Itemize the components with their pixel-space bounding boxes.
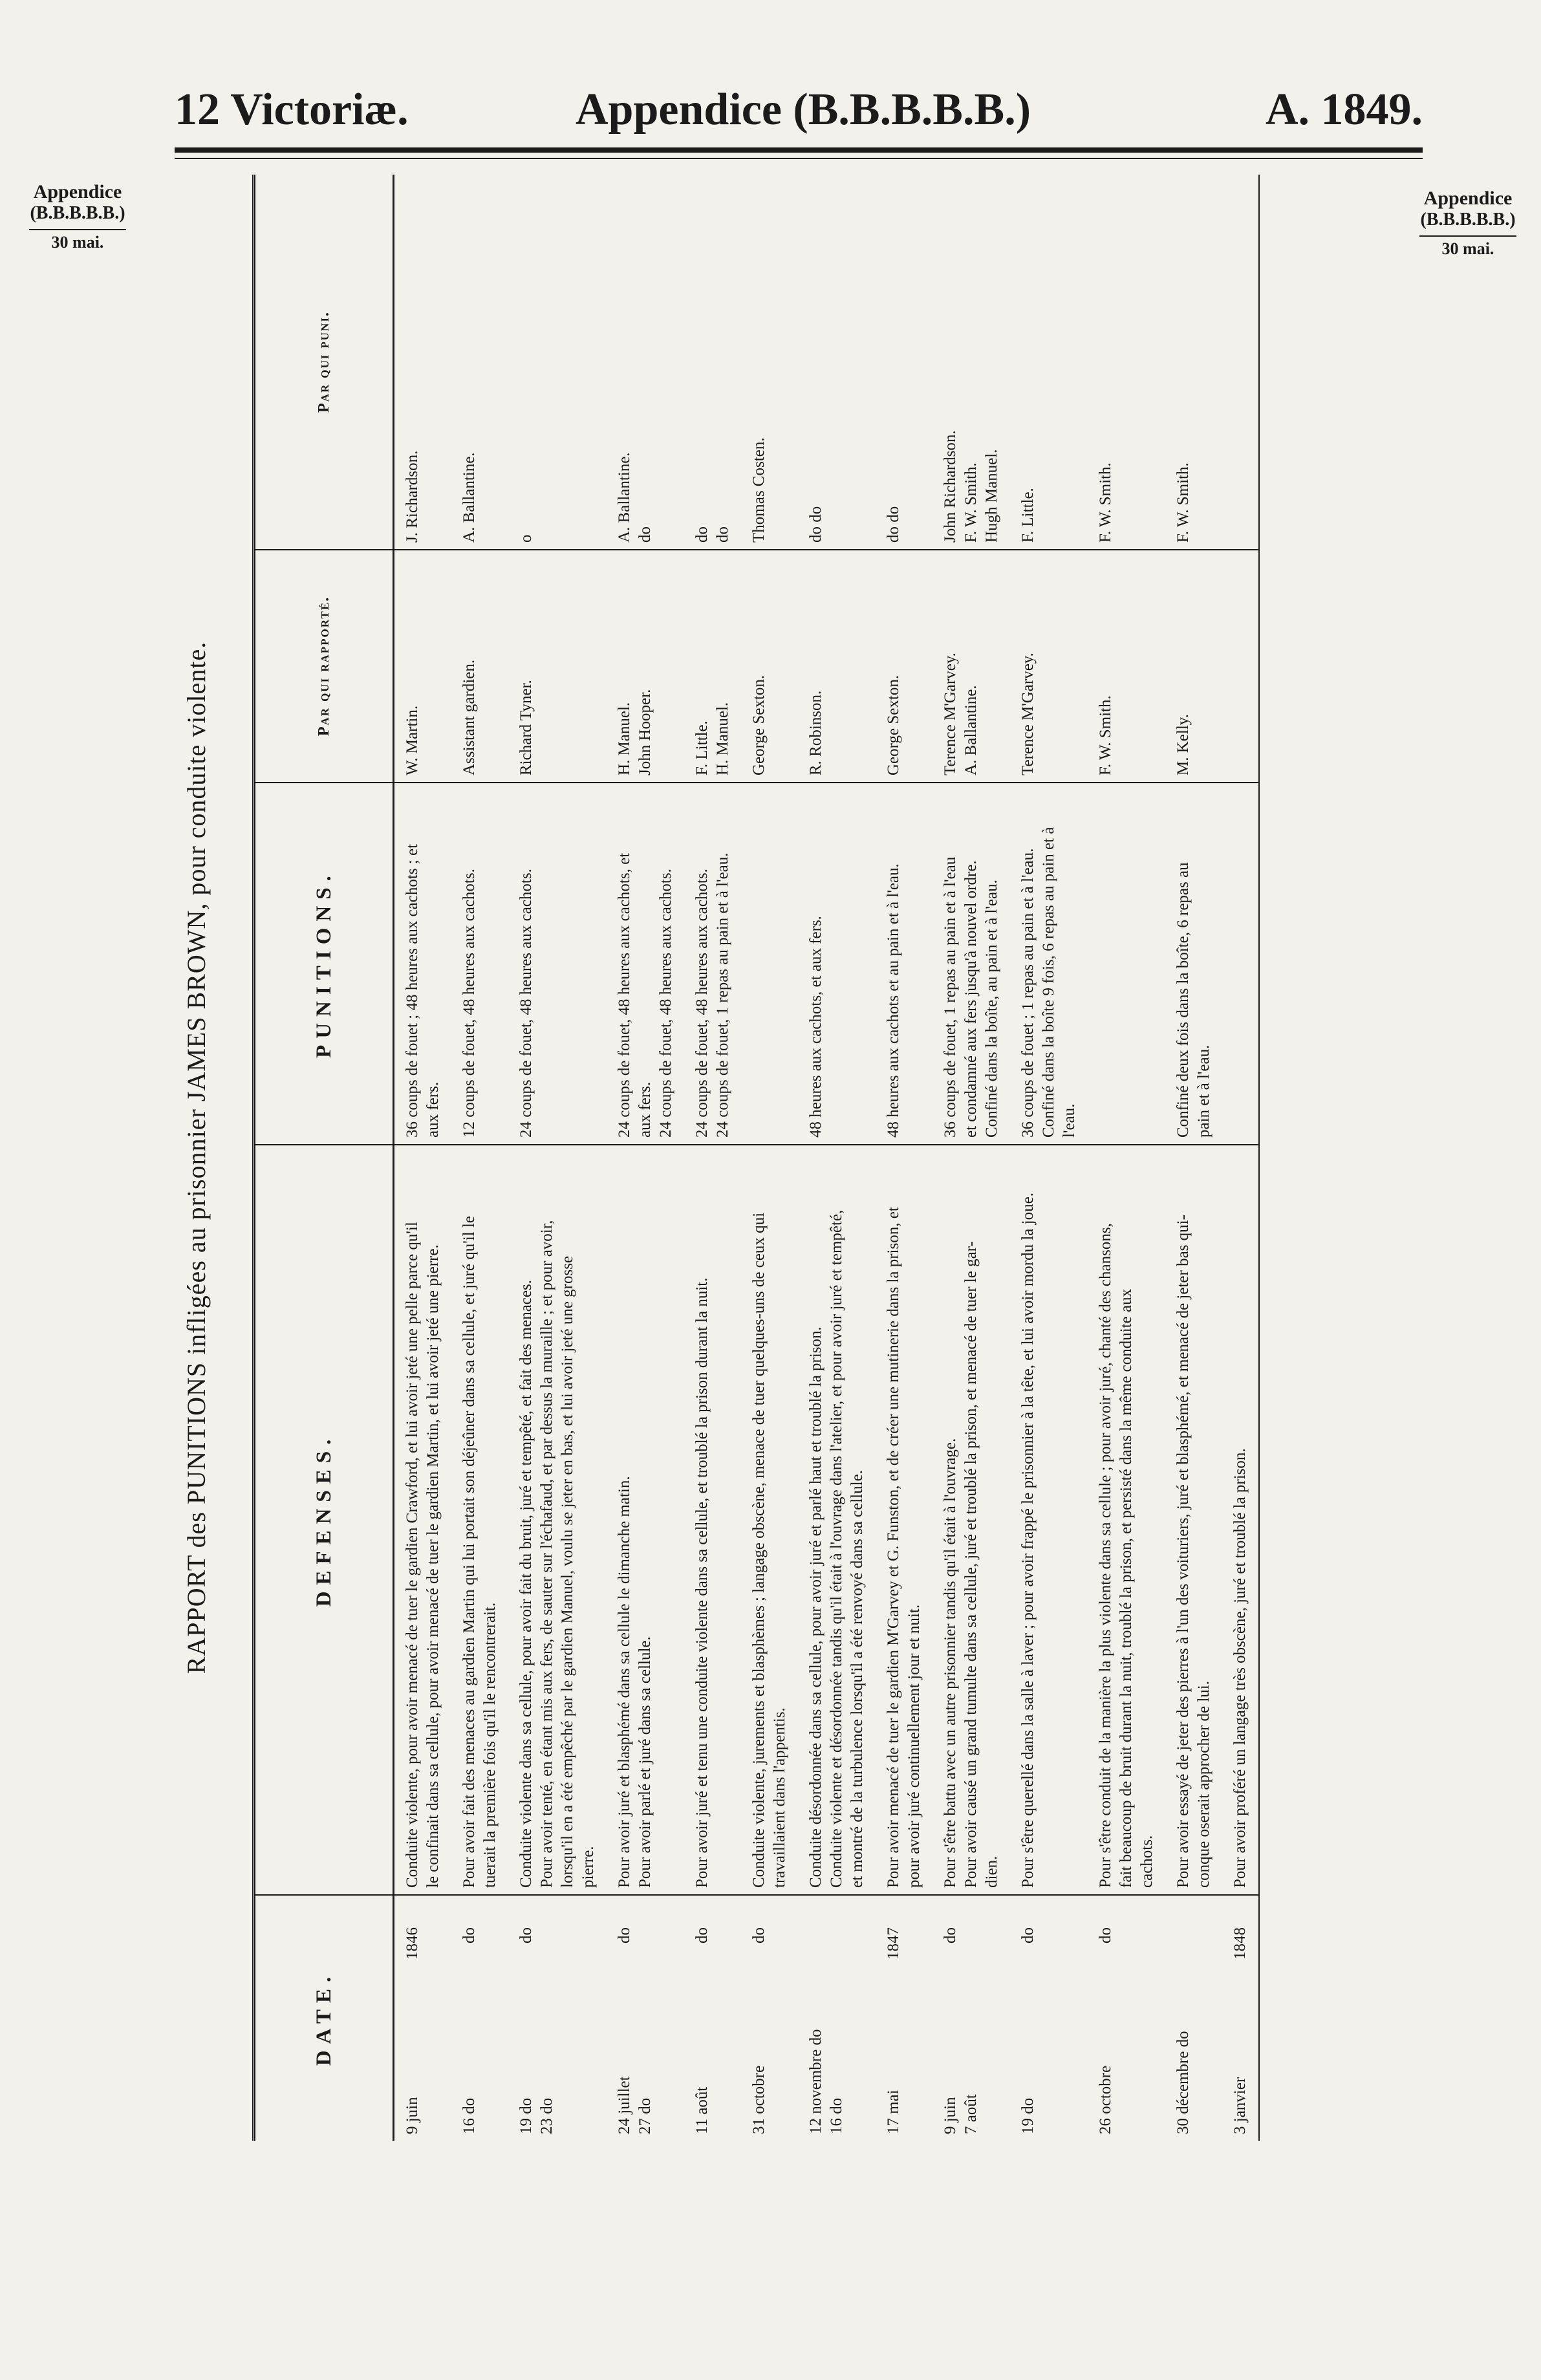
date-day: 31 octobre bbox=[750, 2065, 768, 2134]
reported-by-cell-lines bbox=[940, 557, 982, 775]
reported-by-cell-lines bbox=[1018, 557, 1039, 775]
punished-by-cell-lines bbox=[1173, 181, 1194, 543]
defense-cell bbox=[394, 1145, 452, 1895]
defense-cell bbox=[1222, 1145, 1259, 1895]
punished-by-cell bbox=[741, 175, 798, 550]
defense-cell bbox=[451, 1145, 508, 1895]
margin-note-right-title: Appendice bbox=[1423, 188, 1513, 209]
date-lines bbox=[806, 1902, 847, 2134]
punishment-cell-lines bbox=[883, 790, 904, 1138]
defense-line: Pour s'être conduit de la manière la plus violente dans sa cellule ; pour avoir juré, chanté des chansons, bbox=[1097, 1223, 1114, 1888]
punished-by-cell-lines bbox=[459, 181, 480, 543]
punishment-cell bbox=[1010, 783, 1088, 1145]
reported-by-cell-lines bbox=[516, 557, 537, 775]
defense-line: Pour avoir juré et tenu une conduite violente dans sa cellule, et troublé la prison durant la nuit. bbox=[693, 1277, 711, 1888]
date-lines bbox=[883, 1902, 904, 2134]
defense-line: Pour avoir proféré un langage très obscène, juré et troublé la prison. bbox=[1231, 1448, 1249, 1888]
date-day: 23 do bbox=[538, 2097, 555, 2134]
date-line bbox=[537, 1902, 557, 2134]
punishment-cell bbox=[508, 783, 607, 1145]
punished-by-cell bbox=[1222, 175, 1259, 550]
defense-cell-lines bbox=[1018, 1152, 1039, 1888]
table-row bbox=[508, 175, 607, 2141]
defense-line: Pour avoir menacé de tuer le gardien M'Garvey et G. Funston, et de créer une mutinerie dans la prison, et bbox=[885, 1207, 902, 1888]
date-lines bbox=[516, 1902, 557, 2134]
defense-line: Conduite violente, pour avoir menacé de tuer le gardien Crawford, et lui avoir jeté une pelle parce qu'il bbox=[404, 1222, 421, 1888]
punished-by-line: F. W. Smith. bbox=[962, 462, 980, 543]
defense-line: Pour avoir fait des menaces au gardien Martin qui lui portait son déjeûner dans sa cellule, et juré qu'il le bbox=[460, 1216, 478, 1888]
date-year: do bbox=[1019, 1927, 1037, 1943]
punishment-line: Confiné dans la boîte, au pain et à l'eau. bbox=[983, 880, 1000, 1138]
defense-line: et montré de la turbulence lorsqu'il a été renvoyé dans sa cellule. bbox=[848, 1470, 866, 1888]
punishment-cell-lines bbox=[940, 790, 1002, 1138]
date-day: 24 juillet bbox=[616, 2076, 633, 2134]
date-day: 30 décembre do bbox=[1174, 2031, 1192, 2134]
column-header-punitions: PUNITIONS. bbox=[254, 783, 394, 1145]
punished-by-line: A. Ballantine. bbox=[460, 452, 478, 543]
table-body bbox=[394, 175, 1260, 2141]
reported-by-cell-lines bbox=[614, 557, 656, 775]
rotated-report bbox=[181, 175, 1500, 2141]
reported-by-cell bbox=[1088, 550, 1165, 783]
date-day: 17 mai bbox=[885, 2090, 902, 2134]
punished-by-line: J. Richardson. bbox=[404, 450, 421, 543]
defense-cell-lines bbox=[692, 1152, 713, 1888]
table-header-row bbox=[254, 175, 394, 2141]
punished-by-cell-lines bbox=[692, 181, 733, 543]
punished-by-line bbox=[1230, 181, 1251, 543]
defense-line: lorsqu'il en a été empêché par le gardien Manuel, voulu se jeter en bas, et lui avoir jeté une grosse bbox=[559, 1255, 576, 1888]
defense-cell bbox=[1088, 1145, 1165, 1895]
punished-by-cell bbox=[1010, 175, 1088, 550]
reported-by-line bbox=[1230, 557, 1251, 775]
punishment-cell-lines bbox=[1095, 790, 1116, 1138]
defense-cell-lines bbox=[806, 1152, 868, 1888]
defense-line: Conduite violente, jurements et blasphèmes ; langage obscène, menace de tuer quelques-uns de ceux qui bbox=[750, 1212, 768, 1888]
date-day: 26 octobre bbox=[1097, 2065, 1114, 2134]
defense-cell bbox=[741, 1145, 798, 1895]
header-session: 12 Victoriæ. bbox=[175, 85, 409, 135]
reported-by-cell-lines bbox=[692, 557, 733, 775]
margin-note-left-title: Appendice bbox=[33, 181, 122, 202]
date-line bbox=[692, 1902, 713, 2134]
page-header bbox=[175, 84, 1423, 155]
date-day: 7 août bbox=[962, 2094, 980, 2134]
punishment-cell-lines bbox=[459, 790, 480, 1138]
date-day: 9 juin bbox=[942, 2097, 959, 2134]
punishment-line bbox=[1095, 790, 1116, 1138]
date-lines bbox=[1173, 1902, 1194, 2134]
column-header-date: DATE. bbox=[254, 1895, 394, 2141]
punishment-table bbox=[252, 175, 1260, 2141]
date-line bbox=[883, 1902, 904, 2134]
punishment-line: Confiné deux fois dans la boîte, 6 repas au bbox=[1174, 862, 1192, 1138]
header-appendix: Appendice (B.B.B.B.B.) bbox=[576, 85, 1031, 135]
reported-by-cell bbox=[607, 550, 684, 783]
reported-by-line: Assistant gardien. bbox=[460, 659, 478, 775]
column-header-defenses: DEFENSES. bbox=[254, 1145, 394, 1895]
date-lines bbox=[1230, 1902, 1251, 2134]
reported-by-line: A. Ballantine. bbox=[962, 685, 980, 775]
date-line bbox=[1173, 1902, 1194, 2134]
reported-by-line: H. Manuel. bbox=[616, 702, 633, 775]
reported-by-line: Terence M'Garvey. bbox=[1019, 653, 1037, 775]
defense-line: Pour avoir parlé et juré dans sa cellule. bbox=[636, 1636, 654, 1888]
punishment-line bbox=[1230, 790, 1251, 1138]
punished-by-line: do do bbox=[885, 506, 902, 543]
table-row bbox=[1010, 175, 1088, 2141]
punished-by-line: A. Ballantine. bbox=[616, 452, 633, 543]
defense-line: Pour avoir essayé de jeter des pierres à l'un des voituriers, juré et blasphémé, et menacé de jeter bas qui- bbox=[1174, 1215, 1192, 1888]
date-cell bbox=[394, 1895, 452, 2141]
punished-by-cell-lines bbox=[1018, 181, 1039, 543]
date-cell bbox=[1222, 1895, 1259, 2141]
defense-line: travaillaient dans l'appentis. bbox=[771, 1707, 788, 1888]
reported-by-line: F. Little. bbox=[693, 720, 711, 775]
date-cell bbox=[684, 1895, 741, 2141]
defense-cell bbox=[684, 1145, 741, 1895]
date-line bbox=[1018, 1902, 1039, 2134]
table-row bbox=[684, 175, 741, 2141]
defense-cell bbox=[1165, 1145, 1222, 1895]
reported-by-line: F. W. Smith. bbox=[1097, 695, 1114, 775]
punished-by-cell-lines bbox=[1095, 181, 1116, 543]
punishment-cell-lines bbox=[516, 790, 537, 1138]
reported-by-cell-lines bbox=[749, 557, 770, 775]
date-day: 11 août bbox=[693, 2086, 711, 2134]
table-row bbox=[932, 175, 1010, 2141]
reported-by-cell bbox=[932, 550, 1010, 783]
defense-line: Conduite violente dans sa cellule, pour avoir fait du bruit, juré et tempêté, et fait des menaces. bbox=[517, 1280, 535, 1888]
punished-by-cell-lines bbox=[1230, 181, 1251, 543]
punishment-cell-lines bbox=[402, 790, 444, 1138]
punished-by-line: Hugh Manuel. bbox=[983, 449, 1000, 543]
punishment-cell bbox=[451, 783, 508, 1145]
punishment-line: 24 coups de fouet, 48 heures aux cachots. bbox=[517, 869, 535, 1138]
defense-cell-lines bbox=[1230, 1152, 1251, 1888]
punishment-cell bbox=[607, 783, 684, 1145]
punishment-line: aux fers. bbox=[424, 1081, 442, 1138]
margin-note-right-date: 30 mai. bbox=[1441, 239, 1494, 258]
reported-by-cell-lines bbox=[1230, 557, 1251, 775]
punishment-line: Confiné dans la boîte 9 fois, 6 repas au pain et à bbox=[1040, 827, 1057, 1138]
date-day: 16 do bbox=[828, 2097, 845, 2134]
column-header-punished-by: Par qui puni. bbox=[254, 175, 394, 550]
punishment-line: 12 coups de fouet, 48 heures aux cachots. bbox=[460, 869, 478, 1138]
defense-line: Pour avoir tenté, en étant mis aux fers, de sauter sur l'échafaud, et par dessus la muraille ; et pour avoir, bbox=[538, 1220, 555, 1888]
date-cell bbox=[451, 1895, 508, 2141]
date-lines bbox=[614, 1902, 656, 2134]
reported-by-cell bbox=[451, 550, 508, 783]
punishment-line: pain et à l'eau. bbox=[1195, 1044, 1212, 1138]
punished-by-cell-lines bbox=[516, 181, 537, 543]
punished-by-line: Thomas Costen. bbox=[750, 437, 768, 543]
punishment-line: 24 coups de fouet, 1 repas au pain et à l'eau. bbox=[714, 852, 731, 1138]
date-day: 9 juin bbox=[404, 2097, 421, 2134]
defense-line: dien. bbox=[983, 1855, 1000, 1888]
punished-by-line: do do bbox=[807, 506, 824, 543]
punishment-cell bbox=[741, 783, 798, 1145]
date-year: do bbox=[616, 1927, 633, 1943]
defense-cell bbox=[876, 1145, 932, 1895]
date-line bbox=[940, 1902, 961, 2134]
punishment-line: 48 heures aux cachots et au pain et à l'eau. bbox=[885, 863, 902, 1138]
date-line bbox=[806, 1902, 826, 2134]
date-line bbox=[402, 1902, 423, 2134]
punishment-line: 36 coups de fouet ; 48 heures aux cachots ; et bbox=[404, 843, 421, 1138]
header-rule-thick bbox=[175, 147, 1423, 153]
column-header-reported-by: Par qui rapporté. bbox=[254, 550, 394, 783]
reported-by-cell-lines bbox=[402, 557, 423, 775]
punishment-cell bbox=[1222, 783, 1259, 1145]
defense-line: le confinait dans sa cellule, pour avoir menacé de tuer le gardien Martin, et lui avoir jeté une pierre. bbox=[424, 1244, 442, 1888]
reported-by-cell bbox=[684, 550, 741, 783]
reported-by-line: George Sexton. bbox=[885, 675, 902, 775]
date-line bbox=[826, 1902, 847, 2134]
punished-by-cell bbox=[876, 175, 932, 550]
date-year: do bbox=[517, 1927, 535, 1943]
punished-by-cell bbox=[508, 175, 607, 550]
header-year: A. 1849. bbox=[1265, 85, 1423, 135]
defense-line: Pour s'être battu avec un autre prisonnier tandis qu'il était à l'ouvrage. bbox=[942, 1438, 959, 1888]
reported-by-cell-lines bbox=[459, 557, 480, 775]
defense-line: pierre. bbox=[579, 1846, 597, 1888]
defense-cell bbox=[798, 1145, 876, 1895]
date-line bbox=[635, 1902, 656, 2134]
date-year: 1846 bbox=[404, 1927, 421, 1960]
reported-by-cell bbox=[741, 550, 798, 783]
table-row bbox=[876, 175, 932, 2141]
header-rule-thin bbox=[175, 158, 1423, 159]
date-lines bbox=[402, 1902, 423, 2134]
defense-cell bbox=[1010, 1145, 1088, 1895]
defense-line: fait beaucoup de bruit durant la nuit, troublé la prison, et persisté dans la même conduite aux bbox=[1117, 1288, 1135, 1888]
date-line bbox=[459, 1902, 480, 2134]
punished-by-cell-lines bbox=[806, 181, 826, 543]
punished-by-line: o bbox=[517, 534, 535, 543]
defense-line: cachots. bbox=[1138, 1835, 1156, 1888]
reported-by-line: John Hooper. bbox=[636, 689, 654, 775]
date-lines bbox=[459, 1902, 480, 2134]
defense-cell-lines bbox=[940, 1152, 1002, 1888]
date-lines bbox=[1095, 1902, 1116, 2134]
reported-by-line: H. Manuel. bbox=[714, 702, 731, 775]
margin-note-left bbox=[13, 181, 142, 252]
table-row bbox=[1165, 175, 1222, 2141]
punishment-cell-lines bbox=[1230, 790, 1251, 1138]
defense-cell bbox=[508, 1145, 607, 1895]
punished-by-cell bbox=[451, 175, 508, 550]
date-line bbox=[749, 1902, 770, 2134]
reported-by-cell bbox=[876, 550, 932, 783]
punished-by-cell bbox=[684, 175, 741, 550]
date-year: 1847 bbox=[885, 1927, 902, 1960]
defense-cell-lines bbox=[1173, 1152, 1214, 1888]
punished-by-cell-lines bbox=[940, 181, 1002, 543]
punished-by-line: F. Little. bbox=[1019, 488, 1037, 543]
punished-by-line: do bbox=[636, 526, 654, 543]
punished-by-cell bbox=[394, 175, 452, 550]
table-row bbox=[607, 175, 684, 2141]
defense-line: tuerait la première fois qu'il le rencontrerait. bbox=[481, 1602, 499, 1888]
reported-by-line: Terence M'Garvey. bbox=[942, 653, 959, 775]
punishment-line: 24 coups de fouet, 48 heures aux cachots, et bbox=[616, 852, 633, 1138]
defense-line: pour avoir juré continuellement jour et nuit. bbox=[905, 1604, 923, 1888]
punished-by-cell-lines bbox=[402, 181, 423, 543]
date-cell bbox=[876, 1895, 932, 2141]
date-cell bbox=[741, 1895, 798, 2141]
date-line bbox=[1095, 1902, 1116, 2134]
report-title: RAPPORT des PUNITIONS infligées au prisonnier JAMES BROWN, pour conduite violente. bbox=[182, 641, 211, 1674]
date-day: 12 novembre do bbox=[807, 2029, 824, 2134]
punishment-line: 48 heures aux cachots, et aux fers. bbox=[807, 916, 824, 1138]
date-lines bbox=[749, 1902, 770, 2134]
date-cell bbox=[798, 1895, 876, 2141]
defense-cell-lines bbox=[402, 1152, 444, 1888]
punishment-line: l'eau. bbox=[1061, 1103, 1078, 1138]
date-lines bbox=[1018, 1902, 1039, 2134]
date-year: do bbox=[1097, 1927, 1114, 1943]
defense-line: Pour avoir causé un grand tumulte dans sa cellule, juré et troublé la prison, et menacé de tuer le gar- bbox=[962, 1241, 980, 1888]
table-row bbox=[741, 175, 798, 2141]
punishment-line: 36 coups de fouet, 1 repas au pain et à l'eau bbox=[942, 856, 959, 1138]
reported-by-cell bbox=[798, 550, 876, 783]
date-line bbox=[614, 1902, 635, 2134]
punishment-cell bbox=[684, 783, 741, 1145]
defense-line: Pour avoir juré et blasphémé dans sa cellule le dimanche matin. bbox=[616, 1476, 633, 1888]
margin-note-left-date: 30 mai. bbox=[51, 233, 104, 252]
punished-by-line: F. W. Smith. bbox=[1174, 462, 1192, 543]
defense-cell-lines bbox=[883, 1152, 925, 1888]
punishment-line bbox=[749, 790, 770, 1138]
reported-by-cell bbox=[1165, 550, 1222, 783]
reported-by-cell-lines bbox=[806, 557, 826, 775]
table-row bbox=[1088, 175, 1165, 2141]
date-line bbox=[1230, 1902, 1251, 2134]
punished-by-line: do bbox=[693, 526, 711, 543]
punished-by-cell-lines bbox=[614, 181, 656, 543]
date-day: 27 do bbox=[636, 2097, 654, 2134]
reported-by-cell bbox=[1010, 550, 1088, 783]
punishment-cell bbox=[876, 783, 932, 1145]
punishment-line: 36 coups de fouet ; 1 repas au pain et à l'eau. bbox=[1019, 848, 1037, 1138]
punished-by-cell bbox=[932, 175, 1010, 550]
punishment-cell bbox=[394, 783, 452, 1145]
punishment-cell bbox=[1165, 783, 1222, 1145]
defense-line: Conduite violente et désordonnée tandis qu'il était à l'ouvrage dans l'atelier, et pour avoir juré et tempêté, bbox=[828, 1209, 845, 1888]
date-cell bbox=[607, 1895, 684, 2141]
punishment-cell-lines bbox=[749, 790, 770, 1138]
punished-by-cell bbox=[798, 175, 876, 550]
punished-by-cell bbox=[1165, 175, 1222, 550]
defense-cell-lines bbox=[516, 1152, 599, 1888]
reported-by-cell-lines bbox=[883, 557, 904, 775]
table-row bbox=[451, 175, 508, 2141]
reported-by-line: R. Robinson. bbox=[807, 690, 824, 775]
margin-note-left-code: (B.B.B.B.B.) bbox=[30, 203, 125, 223]
punished-by-line: do bbox=[714, 526, 731, 543]
punishment-line: 24 coups de fouet, 48 heures aux cachots. bbox=[657, 869, 674, 1138]
date-line bbox=[961, 1902, 982, 2134]
date-lines bbox=[692, 1902, 713, 2134]
punished-by-cell-lines bbox=[883, 181, 904, 543]
date-day: 3 janvier bbox=[1231, 2077, 1249, 2134]
defense-line: conque oserait approcher de lui. bbox=[1195, 1680, 1212, 1888]
reported-by-line: George Sexton. bbox=[750, 675, 768, 775]
defense-cell-lines bbox=[614, 1152, 656, 1888]
reported-by-cell bbox=[508, 550, 607, 783]
defense-cell-lines bbox=[749, 1152, 790, 1888]
defense-cell bbox=[932, 1145, 1010, 1895]
table-row bbox=[798, 175, 876, 2141]
punishment-line: 24 coups de fouet, 48 heures aux cachots. bbox=[693, 869, 711, 1138]
punished-by-line: John Richardson. bbox=[942, 430, 959, 543]
reported-by-cell bbox=[1222, 550, 1259, 783]
defense-cell-lines bbox=[1095, 1152, 1158, 1888]
punished-by-cell bbox=[607, 175, 684, 550]
date-cell bbox=[508, 1895, 607, 2141]
date-day: 19 do bbox=[517, 2097, 535, 2134]
date-cell bbox=[1088, 1895, 1165, 2141]
date-day: 16 do bbox=[460, 2097, 478, 2134]
date-year: 1848 bbox=[1231, 1927, 1249, 1960]
defense-line: Conduite désordonnée dans sa cellule, pour avoir juré et parlé haut et troublé la prison. bbox=[807, 1326, 824, 1888]
margin-note-right-code: (B.B.B.B.B.) bbox=[1420, 210, 1516, 230]
date-line bbox=[516, 1902, 537, 2134]
punishment-cell-lines bbox=[806, 790, 826, 1138]
punished-by-cell bbox=[1088, 175, 1165, 550]
punishment-line: et condamné aux fers jusqu'à nouvel ordre. bbox=[962, 860, 980, 1138]
table-row bbox=[394, 175, 452, 2141]
date-cell bbox=[1010, 1895, 1088, 2141]
date-lines bbox=[940, 1902, 982, 2134]
punishment-cell bbox=[1088, 783, 1165, 1145]
punishment-line: aux fers. bbox=[636, 1081, 654, 1138]
punishment-cell bbox=[798, 783, 876, 1145]
date-year: do bbox=[750, 1927, 768, 1943]
punishment-cell bbox=[932, 783, 1010, 1145]
defense-cell-lines bbox=[459, 1152, 501, 1888]
punishment-cell-lines bbox=[1173, 790, 1214, 1138]
reported-by-cell-lines bbox=[1095, 557, 1116, 775]
table-row bbox=[1222, 175, 1259, 2141]
reported-by-line: Richard Tyner. bbox=[517, 680, 535, 775]
defense-line: Pour s'être querellé dans la salle à laver ; pour avoir frappé le prisonnier à la tête, et lui avoir mordu la joue. bbox=[1019, 1193, 1037, 1888]
margin-note-left-rule bbox=[29, 229, 126, 230]
punishment-cell-lines bbox=[614, 790, 676, 1138]
date-year: do bbox=[693, 1927, 711, 1943]
reported-by-line: M. Kelly. bbox=[1174, 714, 1192, 775]
punishment-cell-lines bbox=[1018, 790, 1080, 1138]
date-year: do bbox=[942, 1927, 959, 1943]
reported-by-line: W. Martin. bbox=[404, 705, 421, 775]
date-year: do bbox=[460, 1927, 478, 1943]
punished-by-cell-lines bbox=[749, 181, 770, 543]
punished-by-line: F. W. Smith. bbox=[1097, 462, 1114, 543]
reported-by-cell bbox=[394, 550, 452, 783]
defense-cell bbox=[607, 1145, 684, 1895]
reported-by-cell-lines bbox=[1173, 557, 1194, 775]
punishment-cell-lines bbox=[692, 790, 733, 1138]
date-day: 19 do bbox=[1019, 2097, 1037, 2134]
date-cell bbox=[932, 1895, 1010, 2141]
date-cell bbox=[1165, 1895, 1222, 2141]
